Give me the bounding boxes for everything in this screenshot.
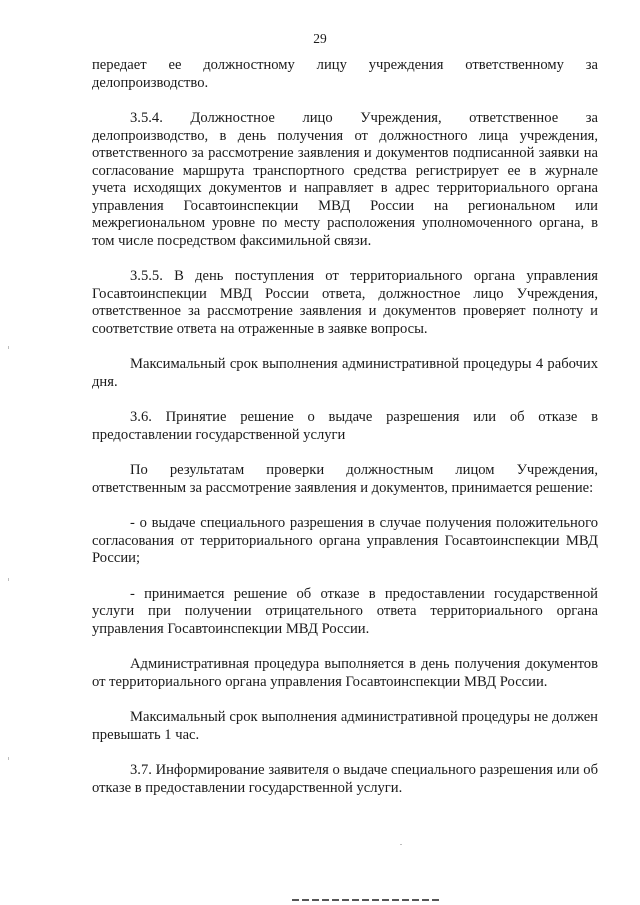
scan-mark-left-2 [8, 578, 9, 581]
page-number: 29 [313, 31, 327, 46]
paragraph-decision-refusal: - принимается решение об отказе в предоставлении государственной услуги при получении отрицательного ответа территориального органа управления Госавтоинспекции МВД России. [92, 585, 598, 637]
paragraph-max-term-4-days: Максимальный срок выполнения административной процедуры 4 рабочих дня. [92, 356, 598, 390]
paragraph-continuation: передает ее должностному лицу учреждения ответственному за делопроизводство. [92, 57, 598, 91]
scan-footer-line [292, 899, 440, 901]
paragraph-3-7-heading: 3.7. Информирование заявителя о выдаче специального разрешения или об отказе в предоставлении государственной услуги. [92, 762, 598, 796]
paragraph-decision-issue: - о выдаче специального разрешения в случае получения положительного согласования от территориального органа управления Госавтоинспекции МВД России; [92, 515, 598, 566]
document-body [92, 57, 598, 815]
paragraph-decision-intro: По результатам проверки должностным лицом Учреждения, ответственным за рассмотрение заявления и документов, принимается решение: [92, 462, 598, 496]
paragraph-procedure-day: Административная процедура выполняется в день получения документов от территориального органа управления Госавтоинспекции МВД России. [92, 656, 598, 690]
paragraph-3-5-4: 3.5.4. Должностное лицо Учреждения, ответственное за делопроизводство, в день получения от должностного лица учреждения, ответственного за рассмотрение заявления и документов подписанной заявки на согласование маршрута транспортного средства регистрирует ее в журнале учета исходящих документов и направляет в адрес территориального органа управления Госавтоинспекции МВД России на региональном или межрегиональном уровне по месту расположения уполномоченного органа, в том числе посредством факсимильной связи. [92, 110, 598, 249]
paragraph-3-6-heading: 3.6. Принятие решение о выдаче разрешения или об отказе в предоставлении государственной услуги [92, 409, 598, 443]
paragraph-3-5-5: 3.5.5. В день поступления от территориального органа управления Госавтоинспекции МВД России ответа, должностное лицо Учреждения, ответственное за рассмотрение заявления и документов проверяет полноту и соответствие ответа на отраженные в заявке вопросы. [92, 268, 598, 337]
paragraph-max-term-1-hour: Максимальный срок выполнения административной процедуры не должен превышать 1 час. [92, 709, 598, 743]
scan-mark-right [400, 844, 402, 845]
scan-mark-left-1 [8, 346, 9, 349]
scan-mark-left-3 [8, 757, 9, 760]
